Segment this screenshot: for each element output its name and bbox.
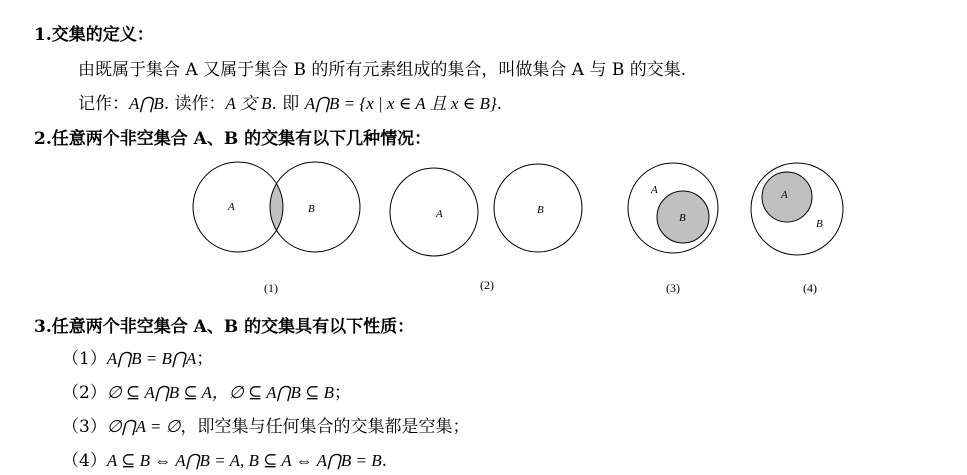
notation-math: A⋂B [129,94,164,113]
property-2 [62,378,351,403]
property-1 [62,344,213,369]
venn-diagram-3 [628,163,718,295]
property-math: ∅⋂A = ∅ [106,417,181,436]
caption: (3) [666,281,680,295]
label-a: A [228,201,235,213]
formula-suffix: . [496,94,503,114]
label-a: A [781,189,788,201]
property-math: A ⊆ B ⇔ A⋂B = A, B ⊆ A ⇔ A⋂B = B [106,451,382,470]
caption: (2) [480,278,494,292]
venn-diagrams [0,155,967,305]
heading-definition: 1.交集的定义： [34,25,154,45]
label-b: B [537,204,544,216]
property-math: A⋂B = B⋂A [106,349,197,368]
property-number: （1） [62,349,107,369]
formula-math: A⋂B = {x | x ∈ A 且 x ∈ B} [304,94,497,113]
label-a: A [436,208,443,220]
definition-text: 由既属于集合 A 又属于集合 B 的所有元素组成的集合，叫做集合 A 与 B 的交集. [78,60,687,80]
property-text: ； [334,383,352,403]
reading-prefix: . 读作： [163,94,226,114]
property-number: （4） [62,451,107,471]
property-text: ，即空集与任何集合的交集都是空集； [180,417,470,437]
heading-properties: 3.任意两个非空集合 A、B 的交集具有以下性质： [34,317,415,337]
venn-diagram-2 [390,164,582,292]
property-text: ； [196,349,214,369]
reading-math: A 交 B [225,94,272,113]
property-text: . [381,451,388,471]
venn-diagram-4 [751,163,843,295]
caption: (4) [803,281,817,295]
property-number: （2） [62,383,107,403]
caption: (1) [264,281,278,295]
label-b: B [679,212,686,224]
notation-line [78,89,502,114]
property-number: （3） [62,417,107,437]
formula-prefix: . 即 [271,94,305,114]
property-math: ∅ ⊆ A⋂B ⊆ A，∅ ⊆ A⋂B ⊆ B [106,383,335,402]
notation-prefix: 记作： [78,94,129,114]
label-b: B [816,218,823,230]
venn-diagram-1 [193,162,360,295]
label-a: A [651,184,658,196]
property-4 [62,446,387,471]
property-3 [62,412,469,437]
heading-cases: 2.任意两个非空集合 A、B 的交集有以下几种情况： [34,129,432,149]
label-b: B [308,203,315,215]
circle-a [390,168,478,256]
